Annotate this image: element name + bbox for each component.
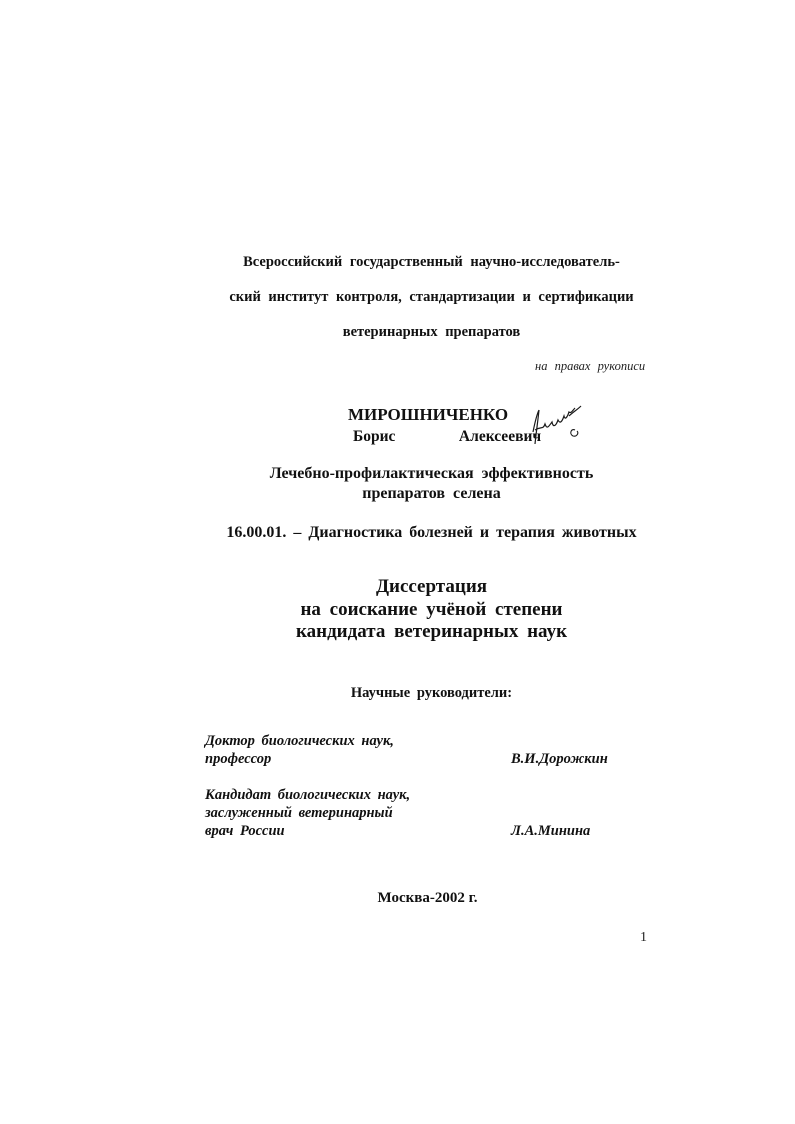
document-type-line-1: Диссертация [375,576,488,597]
page-number: 1 [640,930,647,945]
specialty-code: 16.00.01. – Диагностика болезней и терапия животных [226,524,637,541]
institute-line-2: ский институт контроля, стандартизации и сертификации [229,289,634,305]
document-type-line-2: на соискание учёной степени [300,599,563,620]
thesis-title-line-2: препаратов селена [362,485,501,502]
supervisor-1-credential-line-2: профессор [205,751,272,767]
supervisor-2-credential-line-1: Кандидат биологических наук, [205,787,411,803]
supervisor-2-name: Л.А.Минина [511,823,591,839]
manuscript-rights: на правах рукописи [535,359,646,373]
supervisor-1-credential-line-1: Доктор биологических наук, [205,733,394,749]
institute-line-1: Всероссийский государственный научно-исследователь- [243,254,620,270]
supervisor-2-credential-line-2: заслуженный ветеринарный [205,805,393,821]
author-surname: МИРОШНИЧЕНКО [348,405,509,424]
document-type-line-3: кандидата ветеринарных наук [295,621,568,642]
city-year: Москва-2002 г. [377,890,478,906]
institute-line-3: ветеринарных препаратов [342,324,521,340]
author-given-names: Борис Алексеевич [353,428,542,445]
supervisor-1-name: В.И.Дорожкин [511,751,608,767]
supervisors-heading: Научные руководители: [350,685,513,701]
supervisor-2-credential-line-3: врач России [205,823,285,839]
author-signature [525,400,595,450]
thesis-title-line-1: Лечебно-профилактическая эффективность [269,465,594,482]
